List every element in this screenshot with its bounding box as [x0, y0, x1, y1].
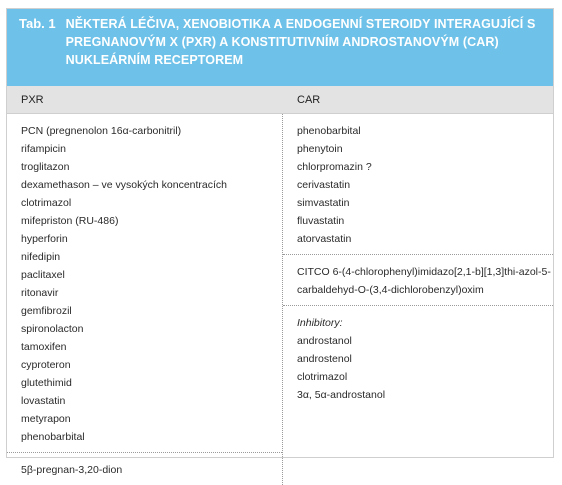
header-car: CAR	[297, 93, 321, 106]
list-item: androstenol	[297, 353, 352, 365]
list-item: PCN (pregnenolon 16α-carbonitril)	[21, 125, 182, 137]
list-item: dexamethason – ve vysokých koncentracích	[21, 179, 228, 191]
list-item: atorvastatin	[297, 233, 352, 245]
list-item: metyrapon	[21, 413, 71, 425]
list-item: androstanol	[297, 335, 352, 347]
car-inhibitors-group	[283, 306, 553, 410]
pxr-column	[7, 114, 283, 485]
list-item: mifepriston (RU-486)	[21, 215, 119, 227]
list-item: phenytoin	[297, 143, 343, 155]
list-item: troglitazon	[21, 161, 70, 173]
column-header-row	[7, 86, 553, 114]
list-item: hyperforin	[21, 233, 68, 245]
list-item: gemfibrozil	[21, 305, 72, 317]
list-item: fluvastatin	[297, 215, 345, 227]
pxr-extra-group	[7, 453, 282, 485]
list-item: tamoxifen	[21, 341, 67, 353]
list-item: spironolacton	[21, 323, 84, 335]
list-item: cyproteron	[21, 359, 71, 371]
table-title-bar	[7, 9, 553, 86]
list-item: chlorpromazin ?	[297, 161, 372, 173]
list-item: clotrimazol	[21, 197, 72, 209]
list-item: clotrimazol	[297, 371, 348, 383]
inhibitors-label: Inhibitory:	[297, 317, 343, 329]
list-item: paclitaxel	[21, 269, 65, 281]
table-body	[7, 114, 553, 485]
list-item: 5β-pregnan-3,20-dion	[21, 464, 123, 476]
list-item: ritonavir	[21, 287, 59, 299]
pxr-list	[7, 114, 282, 453]
list-item: phenobarbital	[21, 431, 85, 443]
header-pxr: PXR	[21, 93, 44, 106]
list-item: phenobarbital	[297, 125, 361, 137]
list-item: nifedipin	[21, 251, 61, 263]
list-item: simvastatin	[297, 197, 350, 209]
table-title: NĚKTERÁ LÉČIVA, XENOBIOTIKA A ENDOGENNÍ STEROIDY INTERAGUJÍCÍ S PREGNANOVÝM X (PXR) A KONSTITUTIVNÍM ANDROSTANOVÝM (CAR) NUKLEÁRNÍM RECEPTOREM	[65, 17, 536, 67]
car-citco-group	[283, 255, 553, 306]
list-item: cerivastatin	[297, 179, 351, 191]
car-column	[283, 114, 553, 485]
list-item: lovastatin	[21, 395, 66, 407]
list-item: 3α, 5α-androstanol	[297, 389, 386, 401]
table-card	[6, 8, 554, 476]
list-item: rifampicin	[21, 143, 66, 155]
table-number: Tab. 1	[19, 16, 56, 31]
list-item: CITCO 6-(4-chlorophenyl)imidazo[2,1-b][1,3]thi-azol-5-carbaldehyd-O-(3,4-dichlorobenzyl)oxim	[297, 266, 551, 296]
car-list	[283, 114, 553, 255]
list-item: glutethimid	[21, 377, 72, 389]
